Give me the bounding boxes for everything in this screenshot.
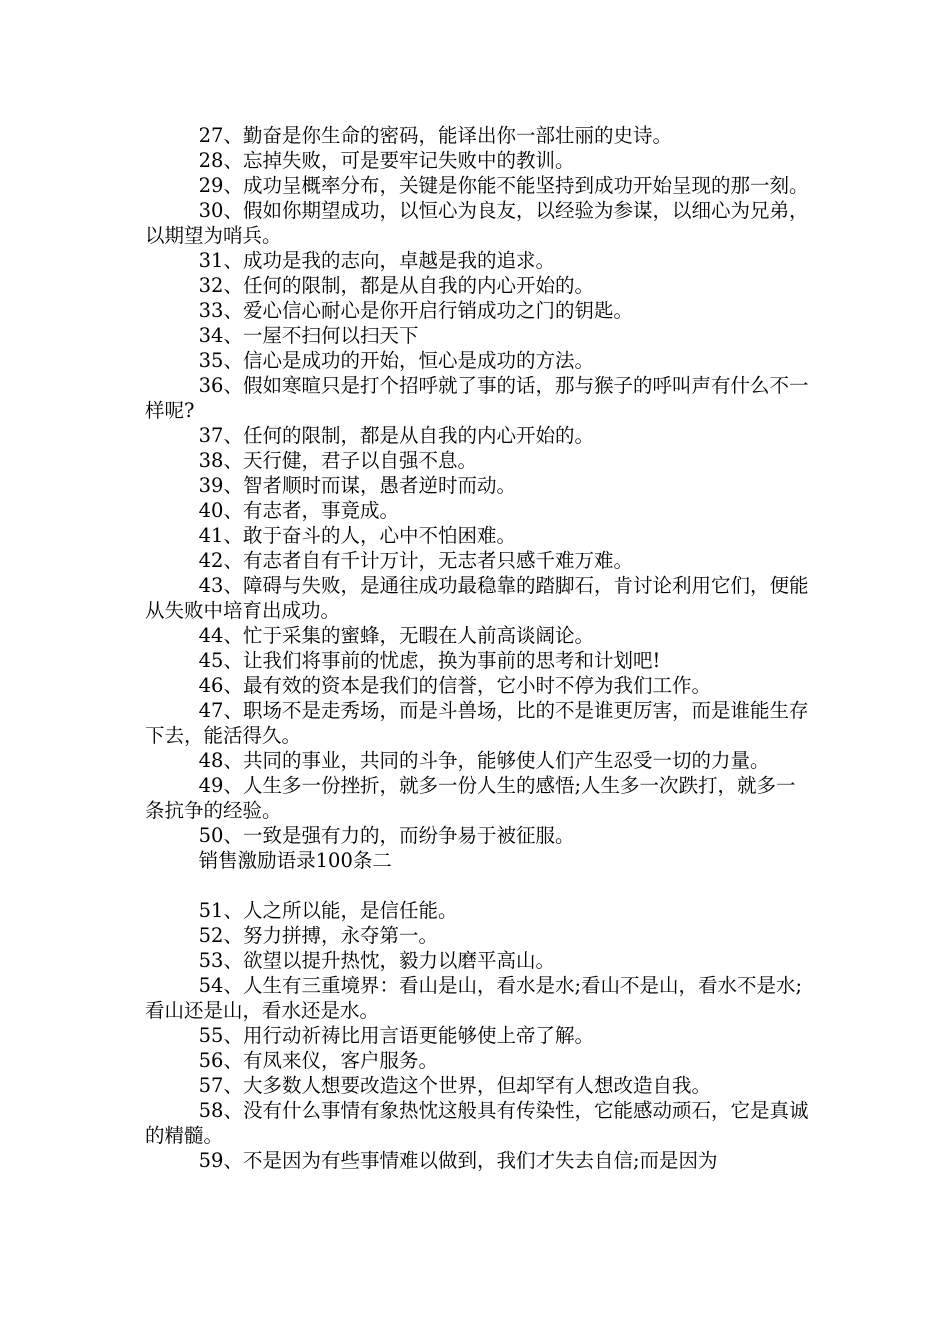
quote-paragraph: 56、有凤来仪，客户服务。 — [198, 1049, 438, 1072]
quote-paragraph: 46、最有效的资本是我们的信誉，它小时不停为我们工作。 — [198, 674, 711, 697]
quote-paragraph: 41、敢于奋斗的人，心中不怕困难。 — [198, 524, 516, 547]
quote-paragraph: 34、一屋不扫何以扫天下 — [198, 324, 419, 347]
quote-paragraph: 55、用行动祈祷比用言语更能够使上帝了解。 — [198, 1024, 594, 1047]
quote-paragraph: 39、智者顺时而谋，愚者逆时而动。 — [198, 474, 516, 497]
quote-paragraph: 54、人生有三重境界：看山是山，看水是水;看山不是山，看水不是水;看山还是山，看水还是水。 — [145, 974, 803, 1022]
quote-paragraph: 28、忘掉失败，可是要牢记失败中的教训。 — [198, 149, 575, 172]
quote-paragraph: 45、让我们将事前的忧虑，换为事前的思考和计划吧! — [198, 649, 661, 672]
quote-paragraph: 44、忙于采集的蜜蜂，无暇在人前高谈阔论。 — [198, 624, 594, 647]
quote-paragraph: 51、人之所以能，是信任能。 — [198, 899, 458, 922]
quote-paragraph: 50、一致是强有力的，而纷争易于被征服。 — [198, 824, 575, 847]
quote-paragraph: 35、信心是成功的开始，恒心是成功的方法。 — [198, 349, 594, 372]
quote-paragraph: 38、天行健，君子以自强不息。 — [198, 449, 477, 472]
quote-paragraph: 37、任何的限制，都是从自我的内心开始的。 — [198, 424, 594, 447]
quote-list-part-2 — [145, 898, 810, 1173]
quote-paragraph: 30、假如你期望成功，以恒心为良友，以经验为参谋，以细心为兄弟，以期望为哨兵。 — [145, 199, 809, 247]
quote-paragraph: 43、障碍与失败，是通往成功最稳靠的踏脚石，肯讨论利用它们，便能从失败中培育出成功。 — [145, 574, 809, 622]
quote-paragraph: 58、没有什么事情有象热忱这般具有传染性，它能感动顽石，它是真诚的精髓。 — [145, 1099, 809, 1147]
quote-paragraph: 47、职场不是走秀场，而是斗兽场，比的不是谁更厉害，而是谁能生存下去，能活得久。 — [145, 699, 809, 747]
quote-paragraph: 42、有志者自有千计万计，无志者只感千难万难。 — [198, 549, 633, 572]
quote-paragraph: 29、成功呈概率分布，关键是你能不能坚持到成功开始呈现的那一刻。 — [198, 174, 809, 197]
quote-paragraph: 27、勤奋是你生命的密码，能译出你一部壮丽的史诗。 — [198, 124, 672, 147]
quote-paragraph: 48、共同的事业，共同的斗争，能够使人们产生忍受一切的力量。 — [198, 749, 770, 772]
blank-line — [145, 873, 810, 898]
quote-paragraph: 36、假如寒暄只是打个招呼就了事的话，那与猴子的呼叫声有什么不一样呢? — [145, 374, 809, 422]
section-heading: 销售激励语录100条二 — [198, 849, 392, 872]
quote-paragraph: 49、人生多一份挫折，就多一份人生的感悟;人生多一次跌打，就多一条抗争的经验。 — [145, 774, 796, 822]
quote-paragraph: 32、任何的限制，都是从自我的内心开始的。 — [198, 274, 594, 297]
document-body — [145, 123, 810, 1173]
quote-paragraph: 33、爱心信心耐心是你开启行销成功之门的钥匙。 — [198, 299, 633, 322]
quote-list-part-1 — [145, 123, 810, 848]
quote-paragraph: 52、努力拼搏，永夺第一。 — [198, 924, 438, 947]
quote-paragraph: 59、不是因为有些事情难以做到，我们才失去自信;而是因为 — [198, 1149, 718, 1172]
quote-paragraph: 57、大多数人想要改造这个世界，但却罕有人想改造自我。 — [198, 1074, 711, 1097]
quote-paragraph: 31、成功是我的志向，卓越是我的追求。 — [198, 249, 555, 272]
quote-paragraph: 40、有志者，事竟成。 — [198, 499, 399, 522]
quote-paragraph: 53、欲望以提升热忱，毅力以磨平高山。 — [198, 949, 555, 972]
